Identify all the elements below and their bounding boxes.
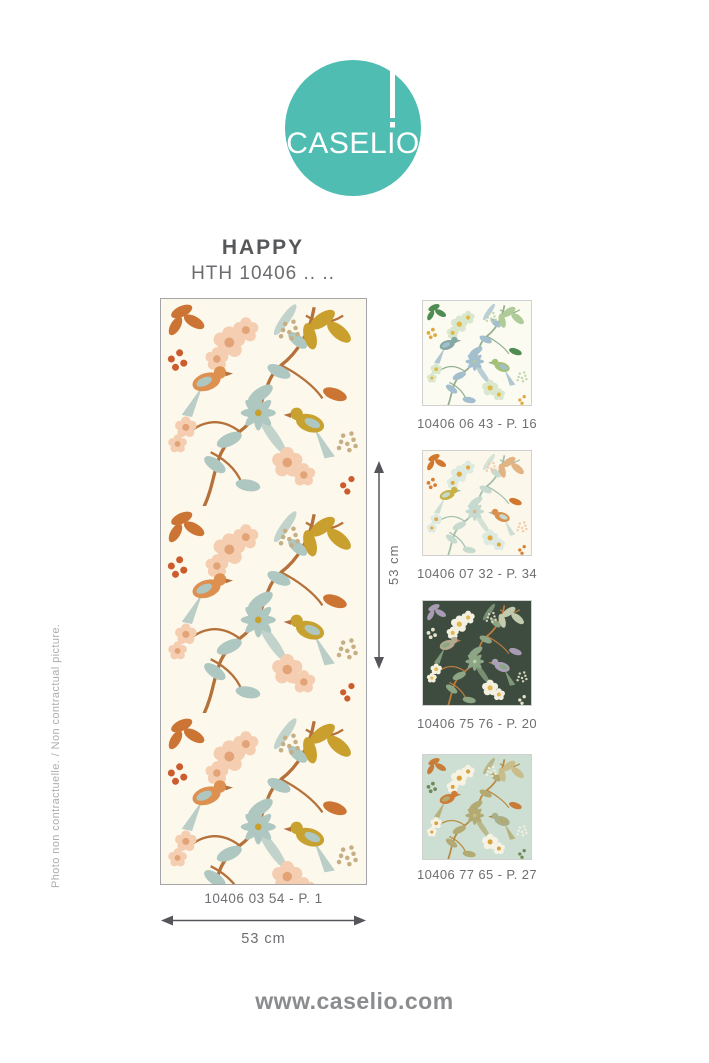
swatch-caption: 10406 06 43 - P. 16: [416, 416, 538, 431]
logo-i-bar: [390, 68, 395, 118]
height-arrow-icon: [371, 459, 387, 671]
wallpaper-panel: [160, 298, 367, 885]
height-dimension-label: 53 cm: [386, 544, 401, 586]
swatch-10406-75-76: [422, 600, 532, 706]
swatch-caption: 10406 77 65 - P. 27: [416, 867, 538, 882]
caselio-logo: [280, 58, 426, 200]
website-link[interactable]: www.caselio.com: [255, 988, 454, 1014]
swatch-caption: 10406 07 32 - P. 34: [416, 566, 538, 581]
width-dimension-label: 53 cm: [241, 931, 286, 947]
panel-reference: 10406 03 54 - P. 1: [204, 891, 323, 906]
collection-reference: HTH 10406 .. ..: [191, 263, 335, 284]
title-block: [135, 236, 391, 285]
non-contractual-note: Photo non contractuelle. / Non contractual picture.: [50, 623, 62, 888]
logo-wordmark: CASELIO: [286, 127, 420, 160]
swatch-10406-77-65: [422, 754, 532, 860]
swatch-caption: 10406 75 76 - P. 20: [416, 716, 538, 731]
collection-name: HAPPY: [221, 236, 305, 259]
swatch-10406-06-43: [422, 300, 532, 406]
swatch-10406-07-32: [422, 450, 532, 556]
width-arrow-icon: [159, 913, 368, 928]
